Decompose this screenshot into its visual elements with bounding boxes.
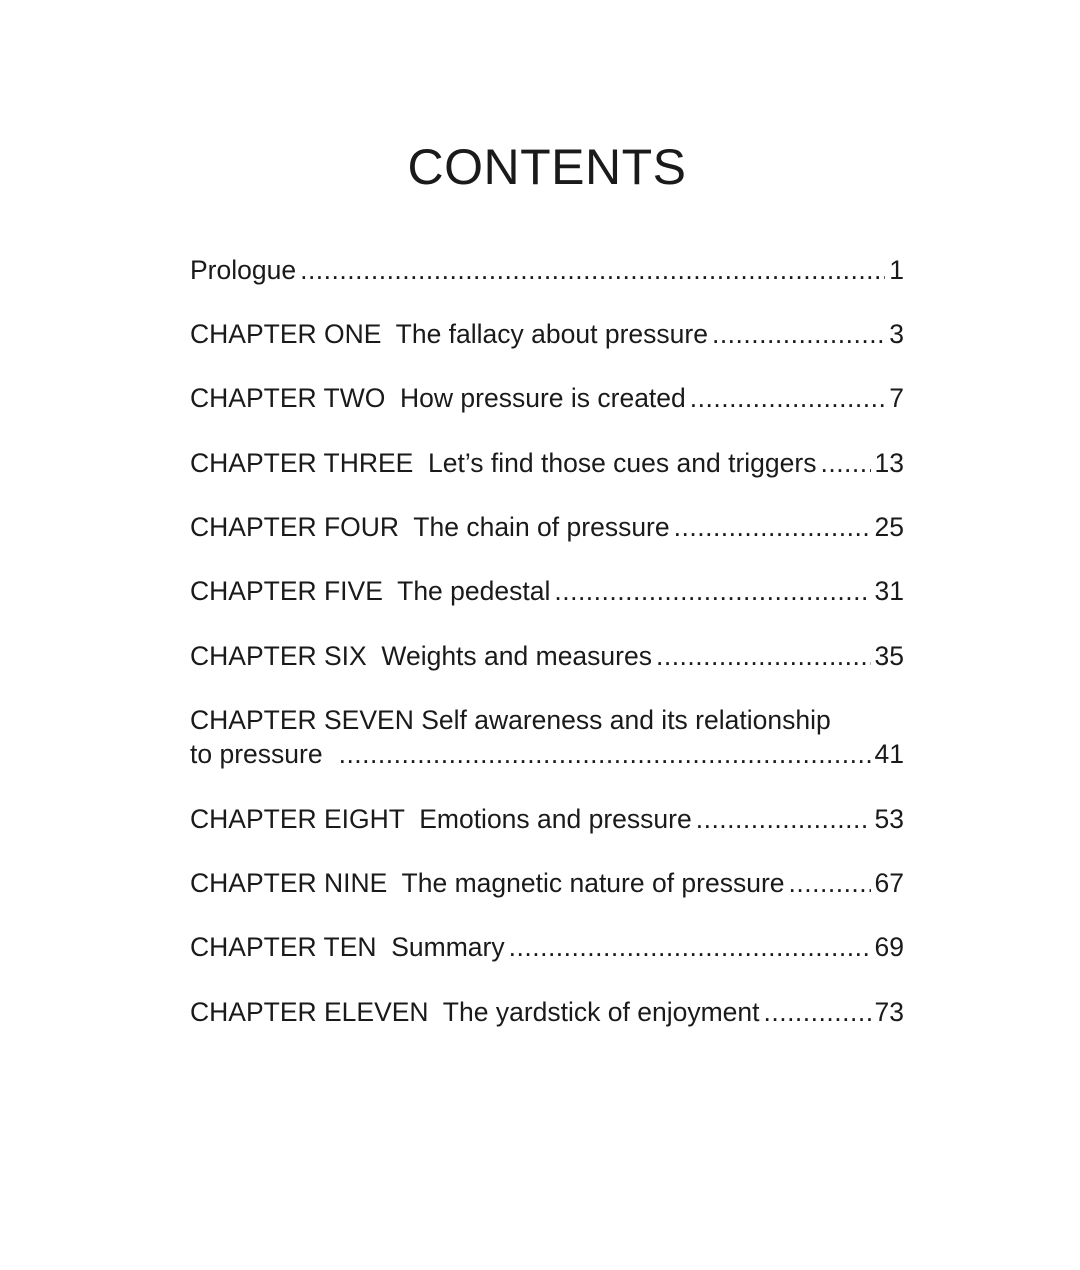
toc-page-number: 73 xyxy=(874,997,904,1027)
toc-entry-label-line1: CHAPTER SEVEN Self awareness and its relationship xyxy=(190,705,831,735)
toc-entry-label: CHAPTER NINE The magnetic nature of pressure xyxy=(190,868,785,898)
toc-page-number: 13 xyxy=(874,448,904,478)
toc-entry-label: CHAPTER THREE Let’s find those cues and triggers xyxy=(190,448,817,478)
dot-leader xyxy=(300,253,885,287)
dot-leader xyxy=(712,317,885,351)
toc-page-number: 1 xyxy=(889,255,904,285)
toc-entry-label: CHAPTER ONE The fallacy about pressure xyxy=(190,319,708,349)
toc-page-number: 3 xyxy=(889,319,904,349)
toc-entry-chapter-six xyxy=(190,639,904,673)
dot-leader xyxy=(339,737,871,771)
dot-leader xyxy=(789,866,871,900)
toc-entry-label: CHAPTER SIX Weights and measures xyxy=(190,641,652,671)
toc-entry-chapter-eight xyxy=(190,802,904,836)
toc-entry-label: CHAPTER FOUR The chain of pressure xyxy=(190,512,670,542)
toc-entry-chapter-ten xyxy=(190,930,904,964)
toc-entry-chapter-four xyxy=(190,510,904,544)
toc-entry-chapter-seven xyxy=(190,703,904,771)
toc-entry-label: CHAPTER ELEVEN The yardstick of enjoyment xyxy=(190,997,760,1027)
toc-entry-chapter-five xyxy=(190,574,904,608)
dot-leader xyxy=(509,930,871,964)
toc-entry-label: CHAPTER TWO How pressure is created xyxy=(190,383,686,413)
dot-leader xyxy=(656,639,871,673)
toc-page-number: 31 xyxy=(874,576,904,606)
toc-entry-chapter-two xyxy=(190,381,904,415)
toc-page-number: 7 xyxy=(889,383,904,413)
toc-entry-label: CHAPTER EIGHT Emotions and pressure xyxy=(190,804,692,834)
toc-page-number: 67 xyxy=(874,868,904,898)
toc-entry-prologue xyxy=(190,253,904,287)
toc-page-number: 35 xyxy=(874,641,904,671)
page-title: CONTENTS xyxy=(407,139,687,195)
toc-page-number: 69 xyxy=(874,932,904,962)
table-of-contents xyxy=(190,0,904,1270)
toc-entry-label: CHAPTER FIVE The pedestal xyxy=(190,576,551,606)
toc-page-number: 41 xyxy=(874,739,904,769)
toc-entry-chapter-nine xyxy=(190,866,904,900)
dot-leader xyxy=(674,510,871,544)
dot-leader xyxy=(696,802,871,836)
dot-leader xyxy=(820,446,870,480)
toc-entry-chapter-eleven xyxy=(190,995,904,1029)
toc-entry-label: CHAPTER TEN Summary xyxy=(190,932,505,962)
dot-leader xyxy=(554,574,870,608)
toc-entry-chapter-one xyxy=(190,317,904,351)
toc-page-number: 53 xyxy=(874,804,904,834)
toc-page-number: 25 xyxy=(874,512,904,542)
toc-entry-label-line2: to pressure xyxy=(190,739,323,769)
dot-leader xyxy=(763,995,870,1029)
toc-entry-label: Prologue xyxy=(190,255,297,285)
dot-leader xyxy=(690,381,885,415)
toc-entry-chapter-three xyxy=(190,446,904,480)
